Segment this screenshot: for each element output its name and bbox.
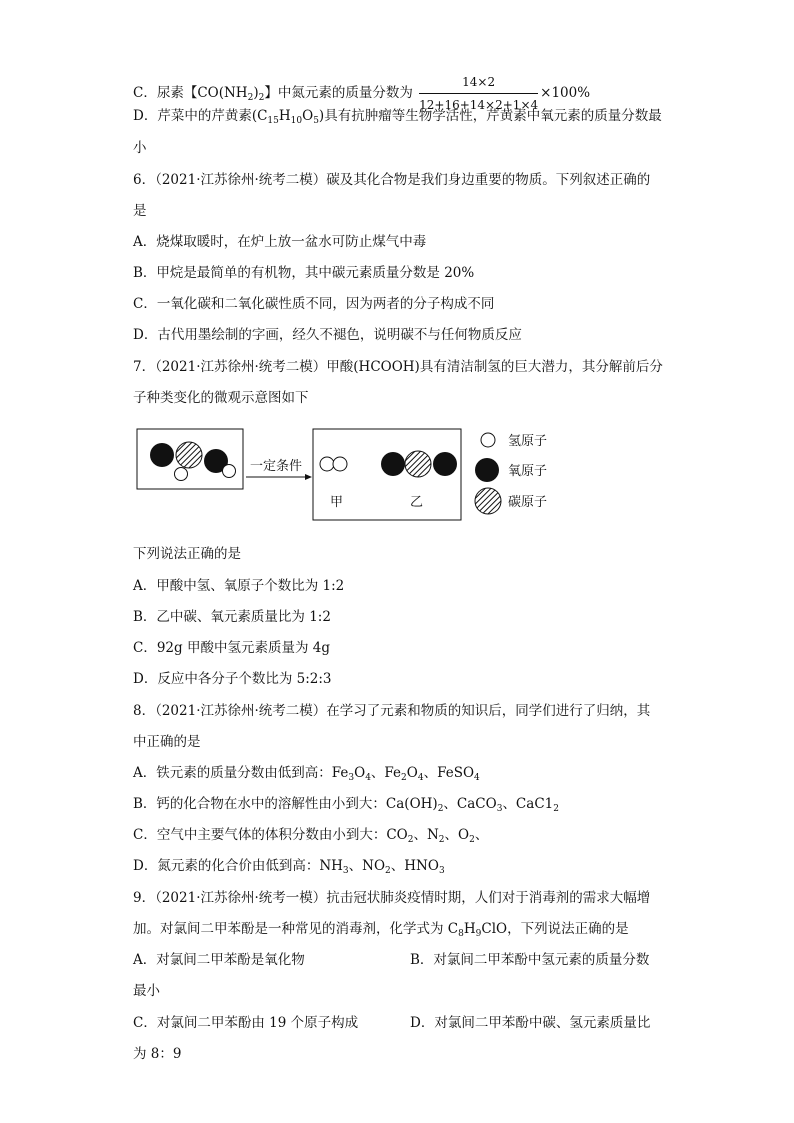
hydrogen-atom [175,468,188,481]
arrow-label: 一定条件 [250,459,303,474]
q5-d-sub: 15 [267,116,279,126]
q5-option-d [133,106,662,131]
legend-carbon-label: 碳原子 [508,495,548,510]
q8-b-sub-3: 2 [553,804,559,814]
hydrogen-atom [333,457,347,471]
oxygen-atom [150,443,174,467]
fraction-denominator: 12+16+14×2+1×4 [419,98,539,112]
q5-c-text-2: ) [253,85,259,101]
legend-oxygen-icon [475,458,499,482]
q8-c-sub: 2 [407,835,414,845]
arrow-head [305,474,312,480]
q5-d-text: D．芹菜中的芹黄素(C [133,108,268,124]
q8-option-a [133,763,480,788]
q9-option-c: C．对氯间二甲苯酚由 19 个原子构成 [133,1015,359,1031]
q7-stem-cont: 子种类变化的微观示意图如下 [133,390,309,406]
q7-prompt: 下列说法正确的是 [133,546,241,562]
q8-d-text-2: 、NO [348,858,386,874]
q5-d-text-2: H [278,108,291,124]
product-label-jia: 甲 [330,495,344,510]
q8-a-text-4: O [406,765,418,781]
q5-c-text: C．尿素【CO(NH [133,85,248,101]
q8-stem-cont: 中正确的是 [133,734,201,750]
q9-stem: 9．（2021·江苏徐州·统考一模）抗击冠状肺炎疫情时期，人们对于消毒剂的需求大幅增 [133,890,651,906]
q6-stem: 6．（2021·江苏徐州·统考二模）碳及其化合物是我们身边重要的物质。下列叙述正确的 [133,172,651,188]
q5-d-sub-3: 5 [313,116,319,126]
q8-d-text: D．氮元素的化合价由低到高：NH [133,858,343,874]
q6-option-c: C．一氧化碳和二氧化碳性质不同，因为两者的分子构成不同 [133,296,495,312]
q9-option-a: A．对氯间二甲苯酚是氧化物 [133,952,305,968]
q9-option-b: B．对氯间二甲苯酚中氢元素的质量分数 [410,952,650,968]
legend-hydrogen-label: 氢原子 [508,434,548,449]
carbon-atom [176,442,202,468]
q8-a-sub: 3 [348,773,355,783]
q8-c-text-4: 、 [474,827,489,843]
q8-a-sub-3: 2 [401,773,407,783]
q9-option-b-cont: 最小 [133,983,160,999]
hydrogen-atom [320,457,334,471]
q8-d-sub-3: 3 [438,866,445,876]
q8-d-text-3: 、HNO [390,858,439,874]
q9-stem-text-3: ClO，下列说法正确的是 [481,921,629,937]
q8-a-sub-4: 4 [417,773,424,783]
q5-d-sub-2: 10 [290,116,303,126]
fraction-suffix: ×100% [540,85,591,101]
q8-option-b [133,794,559,819]
q8-c-sub-3: 2 [469,835,475,845]
q8-option-c [133,825,488,850]
legend-hydrogen-icon [481,433,495,447]
q8-a-text-5: 、FeSO [423,765,475,781]
q6-option-b: B．甲烷是最简单的有机物，其中碳元素质量分数是 20% [133,265,475,281]
q7-option-c: C．92g 甲酸中氢元素质量为 4g [133,640,330,656]
legend-oxygen-label: 氧原子 [508,464,548,479]
q8-d-sub-2: 2 [385,866,391,876]
q7-stem: 7．（2021·江苏徐州·统考二模）甲酸(HCOOH)具有清洁制氢的巨大潜力，其分解前后分 [133,359,663,375]
q7-option-b: B．乙中碳、氧元素质量比为 1:2 [133,609,331,625]
q5-c-sub-2: 2 [258,93,265,103]
q6-option-d: D．古代用墨绘制的字画，经久不褪色，说明碳不与任何物质反应 [133,327,522,343]
q8-b-text-3: 、CaC1 [502,796,554,812]
q9-stem-sub: 8 [458,929,464,939]
q8-d-sub: 3 [342,866,349,876]
q6-option-a: A．烧煤取暖时，在炉上放一盆水可防止煤气中毒 [133,234,427,250]
q8-a-text: A．铁元素的质量分数由低到高：Fe [133,765,349,781]
q8-c-text-2: 、N [413,827,439,843]
q5-c-sub: 2 [247,93,254,103]
q5-d-text-4: )具有抗肿瘤等生物学活性，芹黄素中氧元素的质量分数最 [318,108,662,124]
q8-b-text: B．钙的化合物在水中的溶解性由小到大：Ca(OH) [133,796,438,812]
legend-carbon-icon [475,488,501,514]
q8-b-text-2: 、CaCO [443,796,497,812]
q8-a-text-2: O [354,765,366,781]
q9-stem-sub-2: 9 [475,929,482,939]
q7-option-d: D．反应中各分子个数比为 5:2:3 [133,671,332,687]
q7-option-a: A．甲酸中氢、氧原子个数比为 1:2 [133,578,345,594]
oxygen-atom [433,452,457,476]
q9-stem-cont [133,919,629,944]
carbon-atom [405,451,431,477]
q5-c-text-3: 】中氮元素的质量分数为 [264,85,413,101]
hydrogen-atom [223,465,236,478]
q8-a-text-3: 、Fe [370,765,402,781]
q8-c-text-3: 、O [444,827,470,843]
q9-stem-text: 加。对氯间二甲苯酚是一种常见的消毒剂，化学式为 C [133,921,459,937]
product-label-yi: 乙 [410,495,424,510]
q9-option-d-cont: 为 8：9 [133,1046,182,1062]
q8-b-sub-2: 3 [496,804,503,814]
fraction-numerator: 14×2 [419,72,538,94]
q8-a-sub-2: 4 [365,773,371,783]
q5-option-d-cont: 小 [133,140,147,156]
q8-c-sub-2: 2 [438,835,445,845]
q8-c-text: C．空气中主要气体的体积分数由小到大：CO [133,827,408,843]
q8-a-sub-5: 4 [474,773,480,783]
q6-stem-cont: 是 [133,203,147,219]
q8-stem: 8．（2021·江苏徐州·统考二模）在学习了元素和物质的知识后，同学们进行了归纳，其 [133,703,651,719]
q9-stem-text-2: H [463,921,476,937]
q5-d-text-3: O [302,108,314,124]
q9-option-d: D．对氯间二甲苯酚中碳、氢元素质量比 [410,1015,651,1031]
q8-b-sub: 2 [437,804,444,814]
q8-option-d [133,856,445,881]
oxygen-atom [381,452,405,476]
reaction-diagram [136,424,556,524]
